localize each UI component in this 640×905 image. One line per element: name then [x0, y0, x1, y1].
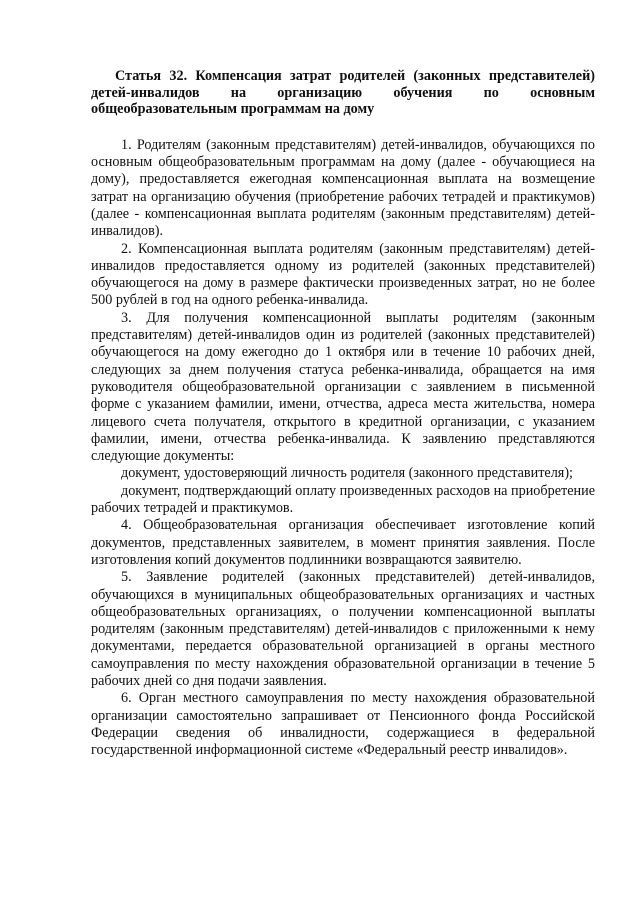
paragraph-6: 6. Орган местного самоуправления по месту нахождения образовательной организации самостоятельно запрашивает от Пенсионного фонда Российской Федерации сведения об инвалидности, содержащиеся в федеральной государственной информационной системе «Федеральный реестр инвалидов».: [91, 690, 595, 759]
paragraph-3: 3. Для получения компенсационной выплаты родителям (законным представителям) детей-инвалидов один из родителей (законных представителей) обучающегося на дому ежегодно до 1 октября или в течение 10 рабочих дней, следующих за днем получения статуса ребенка-инвалида, обращается на имя руководителя общеобразовательной организации с заявлением в письменной форме с указанием фамилии, имени, отчества, адреса места жительства, номера лицевого счета получателя, открытого в кредитной организации, с указанием фамилии, имени, отчества ребенка-инвалида. К заявлению представляются следующие документы:: [91, 309, 595, 465]
paragraph-4: 4. Общеобразовательная организация обеспечивает изготовление копий документов, представленных заявителем, в момент принятия заявления. После изготовления копий документов подлинники возвращаются заявителю.: [91, 517, 595, 568]
article-title: Статья 32. Компенсация затрат родителей (законных представителей) детей-инвалидов на организацию обучения по основным общеобразовательным программам на дому: [91, 68, 595, 118]
list-item-identity-document: документ, удостоверяющий личность родителя (законного представителя);: [121, 465, 573, 482]
paragraph-2: 2. Компенсационная выплата родителям (законным представителям) детей-инвалидов предоставляется одному из родителей (законных представителей) обучающегося на дому в размере фактически произведенных затрат, но не более 500 рублей в год на одного ребенка-инвалида.: [91, 240, 595, 309]
list-item-payment-document: документ, подтверждающий оплату произведенных расходов на приобретение рабочих тетрадей и практикумов.: [91, 482, 595, 517]
paragraph-5: 5. Заявление родителей (законных представителей) детей-инвалидов, обучающихся в муниципальных общеобразовательных организациях и частных общеобразовательных организациях, о получении компенсационной выплаты родителям (законным представителям) детей-инвалидов с приложенными к нему документами, передается образовательной организацией в органы местного самоуправления по месту нахождения образовательной организации в течение 5 рабочих дней со дня подачи заявления.: [91, 569, 595, 689]
paragraph-1: 1. Родителям (законным представителям) детей-инвалидов, обучающихся по основным общеобразовательным программам на дому (далее - обучающиеся на дому), предоставляется ежегодная компенсационная выплата на возмещение затрат на организацию обучения (приобретение рабочих тетрадей и практикумов) (далее - компенсационная выплата родителям (законным представителям) детей-инвалидов).: [91, 136, 595, 240]
document-page: [91, 68, 595, 759]
